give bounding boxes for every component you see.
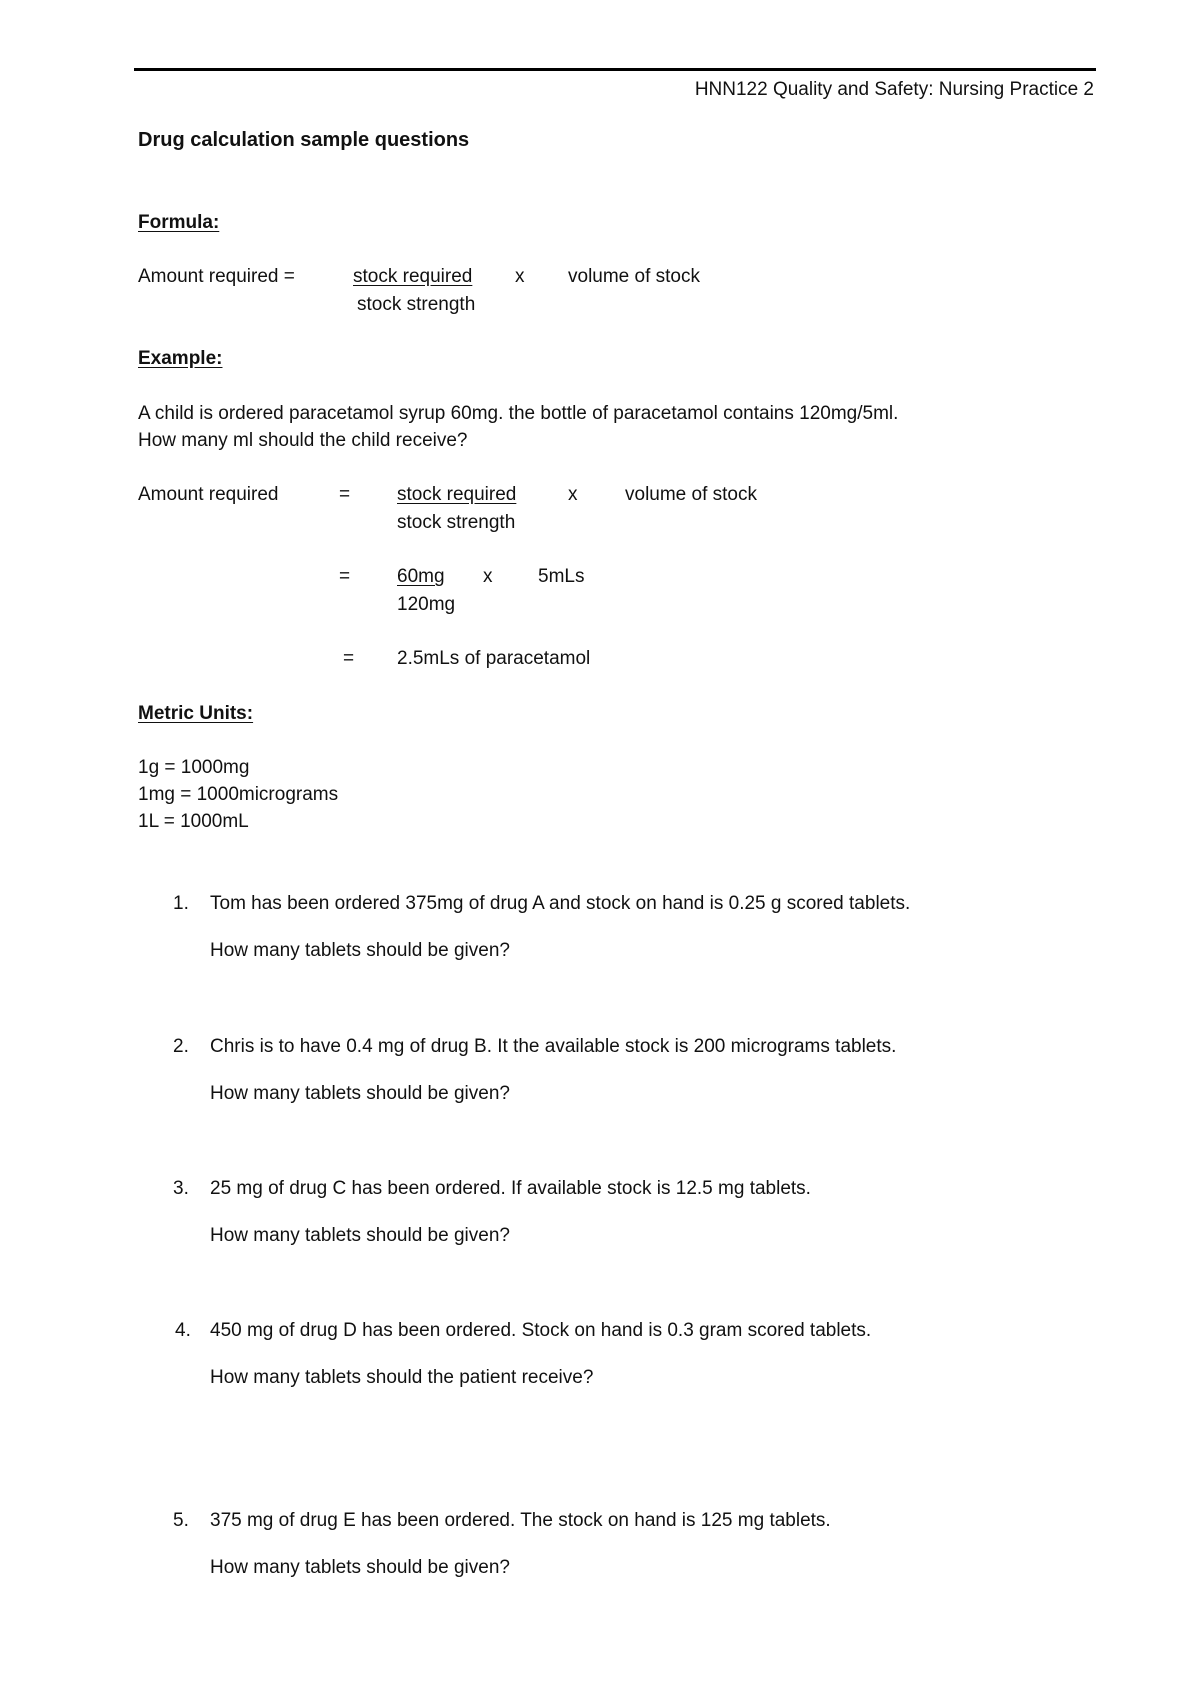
metric-heading: Metric Units: [138,703,254,724]
example-equals-3: = [343,648,355,669]
example-rhs: volume of stock [625,484,757,505]
question-number: 3. [173,1178,189,1199]
question-number: 2. [173,1036,189,1057]
question-number: 4. [175,1320,191,1341]
question-prompt: How many tablets should the patient receive? [210,1367,594,1388]
header-rule [134,68,1096,71]
example-problem-line1: A child is ordered paracetamol syrup 60mg. the bottle of paracetamol contains 120mg/5ml. [138,403,899,424]
page-title: Drug calculation sample questions [138,129,470,151]
question-text: 450 mg of drug D has been ordered. Stock on hand is 0.3 gram scored tablets. [210,1320,872,1341]
question-prompt: How many tablets should be given? [210,1083,510,1104]
formula-heading: Formula: [138,212,220,233]
question-text: 375 mg of drug E has been ordered. The stock on hand is 125 mg tablets. [210,1510,831,1531]
metric-line: 1mg = 1000micrograms [138,784,339,805]
formula-denominator: stock strength [357,294,476,315]
example-step2-denominator: 120mg [397,594,456,615]
formula-times: x [515,266,525,287]
example-denominator: stock strength [397,512,516,533]
example-step2-times: x [483,566,493,587]
example-step2-numerator: 60mg [397,566,445,587]
metric-line: 1g = 1000mg [138,757,250,778]
question-prompt: How many tablets should be given? [210,1557,510,1578]
question-number: 1. [173,893,189,914]
example-heading: Example: [138,348,223,369]
example-result: 2.5mLs of paracetamol [397,648,591,669]
example-step2-rhs: 5mLs [538,566,585,587]
question-number: 5. [173,1510,189,1531]
metric-line: 1L = 1000mL [138,811,249,832]
question-prompt: How many tablets should be given? [210,940,510,961]
formula-lhs: Amount required = [138,266,295,287]
question-text: Chris is to have 0.4 mg of drug B. It the available stock is 200 micrograms tablets. [210,1036,897,1057]
example-numerator: stock required [397,484,517,505]
example-problem-line2: How many ml should the child receive? [138,430,468,451]
question-text: 25 mg of drug C has been ordered. If available stock is 12.5 mg tablets. [210,1178,811,1199]
example-equals-1: = [339,484,351,505]
example-lhs: Amount required [138,484,279,505]
course-header: HNN122 Quality and Safety: Nursing Practice 2 [694,79,1094,100]
formula-numerator: stock required [353,266,473,287]
question-text: Tom has been ordered 375mg of drug A and stock on hand is 0.25 g scored tablets. [210,893,911,914]
formula-rhs: volume of stock [568,266,700,287]
question-prompt: How many tablets should be given? [210,1225,510,1246]
example-equals-2: = [339,566,351,587]
example-times: x [568,484,578,505]
